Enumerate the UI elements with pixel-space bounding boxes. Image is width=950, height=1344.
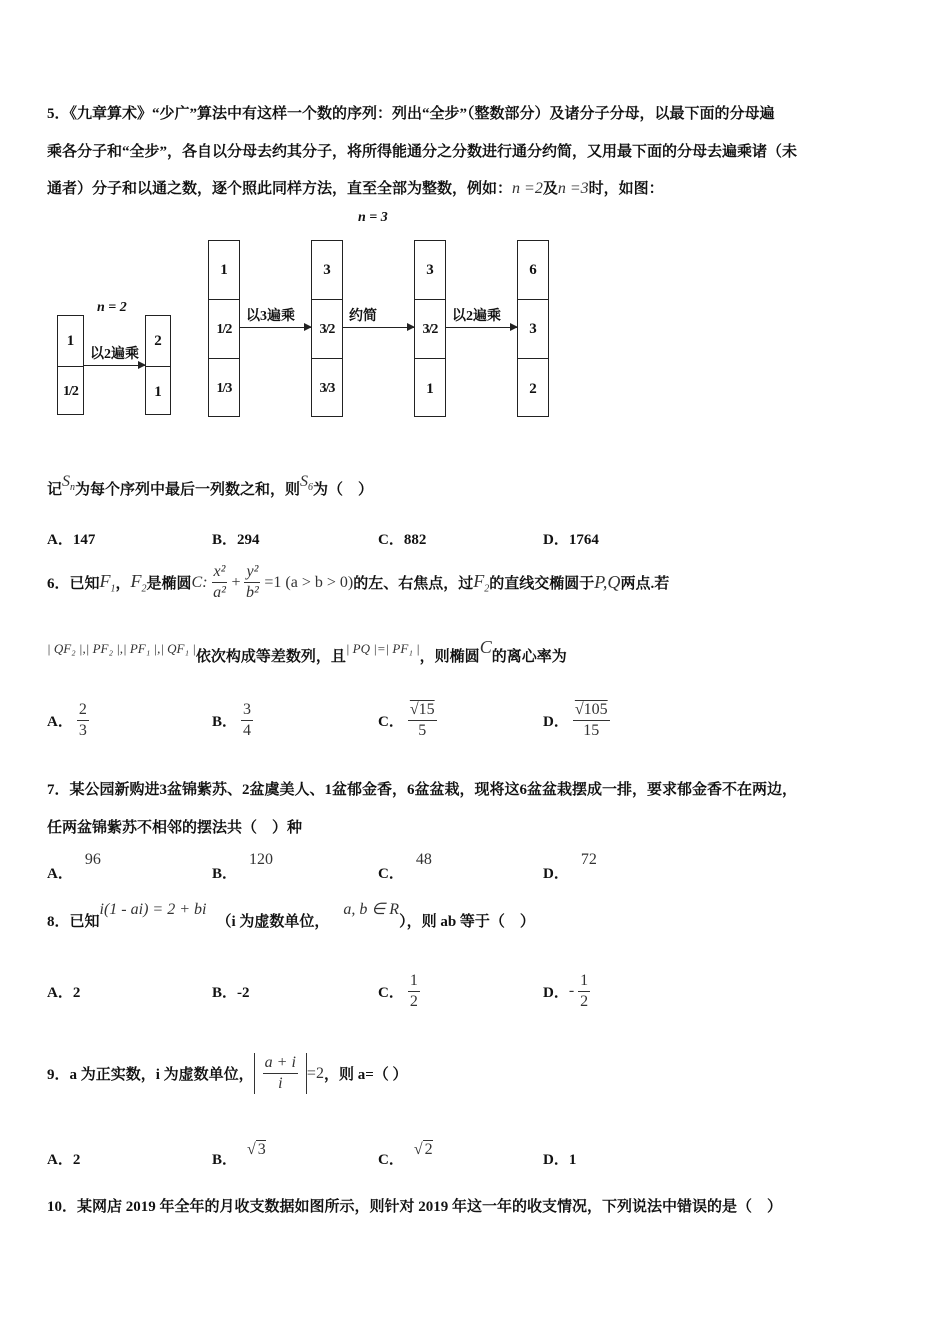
text: 的离心率为 [491, 649, 567, 665]
den: a² [213, 584, 226, 601]
column-cell [146, 316, 170, 366]
math-eq: i(1 - ai) = 2 + bi [99, 901, 207, 918]
text: 记 [47, 482, 63, 498]
math-Sn [62, 473, 76, 494]
column-cell [209, 241, 239, 299]
column-cell [518, 299, 548, 359]
cell-value: 3 [323, 261, 331, 278]
column-cell [146, 366, 170, 417]
arrow-label: 以2遍乘 [452, 309, 501, 324]
cell-fraction: 1/3 [216, 381, 232, 396]
math-eq: =1 (a > b > 0) [264, 573, 354, 591]
frac-x2-a2 [212, 562, 228, 603]
cell-value: 3 [426, 261, 434, 278]
q9-option-b[interactable] [212, 1141, 266, 1169]
math-S6 [300, 473, 314, 494]
text: 9．a 为正实数，i 为虚数单位， [47, 1067, 254, 1083]
sub: 2 [141, 583, 147, 595]
cell-value: 3 [529, 321, 537, 337]
q7-option-a[interactable] [47, 848, 101, 882]
math-F2b [473, 571, 489, 595]
cell-fraction: 3/3 [319, 381, 335, 396]
arrow [84, 365, 145, 366]
s: S [300, 473, 309, 490]
text: 通者）分子和以通之数，逐个照此同样方法，直至全部为整数，例如： [47, 181, 513, 197]
numerator: √105 [573, 700, 610, 721]
f: F [130, 570, 142, 591]
text: 的左、右焦点，过 [353, 576, 474, 592]
text: （i 为虚数单位， [216, 914, 330, 930]
option-letter: D． [543, 714, 569, 730]
denominator: 15 [583, 722, 600, 739]
option-letter: A． [47, 866, 73, 882]
q5-line2: 乘各分子和“全步”，各自以分母去约其分子，将所得能通分之分数进行通分约简，又用最下面的分母去遍乘诸（未 [47, 144, 798, 160]
math-PQ: P,Q [594, 572, 621, 592]
option-value: 120 [249, 851, 274, 868]
q5-question [47, 473, 374, 501]
denominator: 3 [78, 722, 87, 739]
q9-option-d[interactable] [543, 1148, 576, 1169]
option-letter: C． [378, 714, 404, 730]
text: ，则 a=（ ） [323, 1067, 408, 1083]
frac [263, 1053, 298, 1094]
sub: n [70, 482, 76, 494]
cell-value: 2 [529, 380, 537, 397]
sqrt [247, 1141, 266, 1158]
q5-option-a[interactable]: A．147 [47, 532, 96, 548]
den: b² [246, 584, 259, 601]
num: a + i [263, 1053, 298, 1074]
column-cell [58, 316, 83, 366]
den: i [278, 1075, 283, 1092]
math-F1 [100, 571, 116, 595]
math-abs [254, 1053, 307, 1094]
option-fraction [408, 700, 437, 741]
radical-icon: √ [247, 1141, 256, 1158]
frac-y2-b2 [244, 562, 260, 603]
column-n3_col3 [414, 240, 446, 417]
text: 是椭圆 [146, 576, 192, 592]
cell-fraction: 3/2 [422, 321, 438, 337]
q5-line1: 5．《九章算术》“少广”算法中有这样一个数的序列：列出“全步”（整数部分）及诸分子分母，以最下面的分母遍 [47, 106, 775, 122]
option-value: 48 [415, 851, 432, 868]
cell-value: 1 [220, 261, 228, 278]
option-letter: B． [212, 1152, 238, 1168]
column-cell [312, 241, 342, 299]
numerator: 1 [408, 971, 420, 992]
option-fraction [241, 700, 253, 741]
text: 两点.若 [620, 576, 670, 592]
option-fraction [578, 971, 590, 1012]
column-cell [209, 358, 239, 419]
q8-option-c[interactable] [378, 970, 424, 1012]
cell-value: 1 [426, 380, 434, 397]
q6-option-a[interactable] [47, 700, 93, 741]
text: ，则椭圆 [419, 649, 480, 665]
cell-value: 1 [66, 332, 75, 349]
s: S [62, 473, 71, 490]
radicand: 2 [424, 1141, 433, 1158]
text: 时，如图： [588, 181, 664, 197]
text: 6．已知 [47, 576, 100, 592]
q8-option-a[interactable] [47, 970, 80, 1012]
column-cell [312, 358, 342, 419]
q8-line [47, 901, 535, 931]
q7-option-b[interactable] [212, 848, 274, 882]
option-letter: C． [378, 984, 404, 1001]
text: ， [115, 576, 131, 592]
q5-option-d[interactable]: D．1764 [543, 532, 599, 548]
arrow [343, 327, 414, 328]
f: F [99, 570, 111, 591]
option-letter: B． [212, 714, 238, 730]
q7-line2: 任两盆锦紫苏不相邻的摆法共（ ）种 [47, 820, 303, 836]
q7-option-d[interactable] [543, 848, 597, 882]
sqrt [414, 1141, 433, 1158]
column-n3_col4 [517, 240, 549, 417]
q7-option-c[interactable] [378, 848, 432, 882]
numerator: √15 [408, 700, 437, 721]
option-letter: C． [378, 1152, 404, 1168]
option-letter: C． [378, 866, 404, 882]
q5-option-c[interactable]: C．882 [378, 532, 427, 548]
option-letter: D． [543, 984, 569, 1001]
q9-line [47, 1053, 408, 1094]
q5-option-b[interactable]: B．294 [212, 532, 260, 548]
q6-line2 [47, 637, 567, 666]
text: 的直线交椭圆于 [489, 576, 595, 592]
column-cell [58, 366, 83, 417]
text: 8．已知 [47, 914, 100, 930]
option-letter: A．2 [47, 984, 81, 1001]
q8-option-d[interactable] [543, 970, 594, 1012]
q6-line1 [47, 562, 669, 603]
math-seq: | QF₂ |,| PF₂ |,| PF₁ |,| QF₁ | [47, 641, 196, 656]
num: y² [244, 562, 260, 583]
denominator: 5 [418, 722, 427, 739]
column-cell [415, 358, 445, 419]
q10-line: 10．某网店 2019 年全年的月收支数据如图所示，则针对 2019 年这一年的收支情况，下列说法中错误的是（ ） [47, 1199, 783, 1215]
math-cond: | PQ |=| PF₁ | [345, 641, 420, 656]
sub: 6 [308, 482, 314, 494]
denominator: 4 [243, 722, 252, 739]
math-n2: n =2 [512, 180, 543, 197]
denominator: 2 [409, 992, 418, 1010]
math-C: C [479, 637, 492, 657]
q9-option-c[interactable] [378, 1141, 433, 1169]
n2-label: n = 2 [97, 300, 127, 315]
option-value: 96 [84, 851, 101, 868]
q8-option-b[interactable] [212, 970, 250, 1012]
column-cell [415, 241, 445, 299]
option-letter: B．-2 [212, 984, 250, 1001]
column-cell [415, 299, 445, 359]
option-fraction [573, 700, 610, 741]
column-n2_right [145, 315, 171, 415]
column-cell [312, 299, 342, 359]
column-n2_left [57, 315, 84, 415]
f: F [473, 570, 485, 591]
q5-line3 [47, 177, 664, 198]
cell-fraction: 3/2 [319, 321, 335, 337]
math-n3: n =3 [557, 180, 589, 197]
column-cell [209, 299, 239, 359]
sub: 2 [484, 583, 490, 595]
text: 为（ ） [313, 482, 374, 498]
cell-fraction: 1/2 [63, 384, 78, 399]
cell-value: 6 [529, 261, 537, 278]
q6-option-d[interactable] [543, 700, 614, 741]
arrow [240, 327, 311, 328]
text: 及 [542, 181, 558, 197]
num: x² [212, 562, 228, 583]
radical-icon: √ [413, 1141, 423, 1158]
column-n3_col2 [311, 240, 343, 417]
text: ），则 ab 等于（ ） [399, 914, 535, 930]
radicand: 3 [257, 1141, 266, 1158]
cell-value: 1 [154, 383, 162, 400]
option-fraction [77, 700, 89, 741]
plus: + [231, 573, 241, 591]
text: 为每个序列中最后一列数之和，则 [75, 482, 301, 498]
n3-label: n = 3 [358, 210, 388, 225]
option-letter: A．2 [47, 1152, 81, 1168]
q6-option-c[interactable] [378, 700, 441, 741]
q9-option-a[interactable] [47, 1148, 80, 1169]
numerator: 1 [578, 971, 590, 992]
sub: 1 [110, 583, 116, 595]
minus-sign: - [568, 982, 575, 999]
math-C: C: [191, 573, 208, 591]
option-letter: D． [543, 866, 569, 882]
column-cell [518, 241, 548, 299]
arrow-label: 以2遍乘 [90, 347, 139, 362]
text: 依次构成等差数列，且 [195, 649, 346, 665]
numerator: 3 [241, 700, 253, 721]
arrow-label: 约简 [349, 309, 377, 324]
column-n3_col1 [208, 240, 240, 417]
arrow-label: 以3遍乘 [246, 309, 295, 324]
option-fraction [408, 971, 420, 1012]
denominator: 2 [580, 992, 589, 1010]
option-letter: D．1 [543, 1152, 577, 1168]
arrow [446, 327, 517, 328]
numerator: 2 [77, 700, 89, 721]
option-value: 72 [580, 851, 597, 868]
q6-option-b[interactable] [212, 700, 257, 741]
column-cell [518, 358, 548, 419]
option-letter: A． [47, 714, 73, 730]
cell-value: 2 [154, 332, 162, 349]
math-eq: =2 [306, 1064, 324, 1082]
math-set: a, b ∈ R [343, 901, 400, 918]
q7-line1: 7．某公园新购进3盆锦紫苏、2盆虞美人、1盆郁金香，6盆盆栽，现将这6盆盆栽摆成一排，要求郁金香不在两边， [47, 782, 798, 798]
math-F2 [131, 571, 147, 595]
option-letter: B． [212, 866, 238, 882]
cell-fraction: 1/2 [216, 321, 232, 337]
